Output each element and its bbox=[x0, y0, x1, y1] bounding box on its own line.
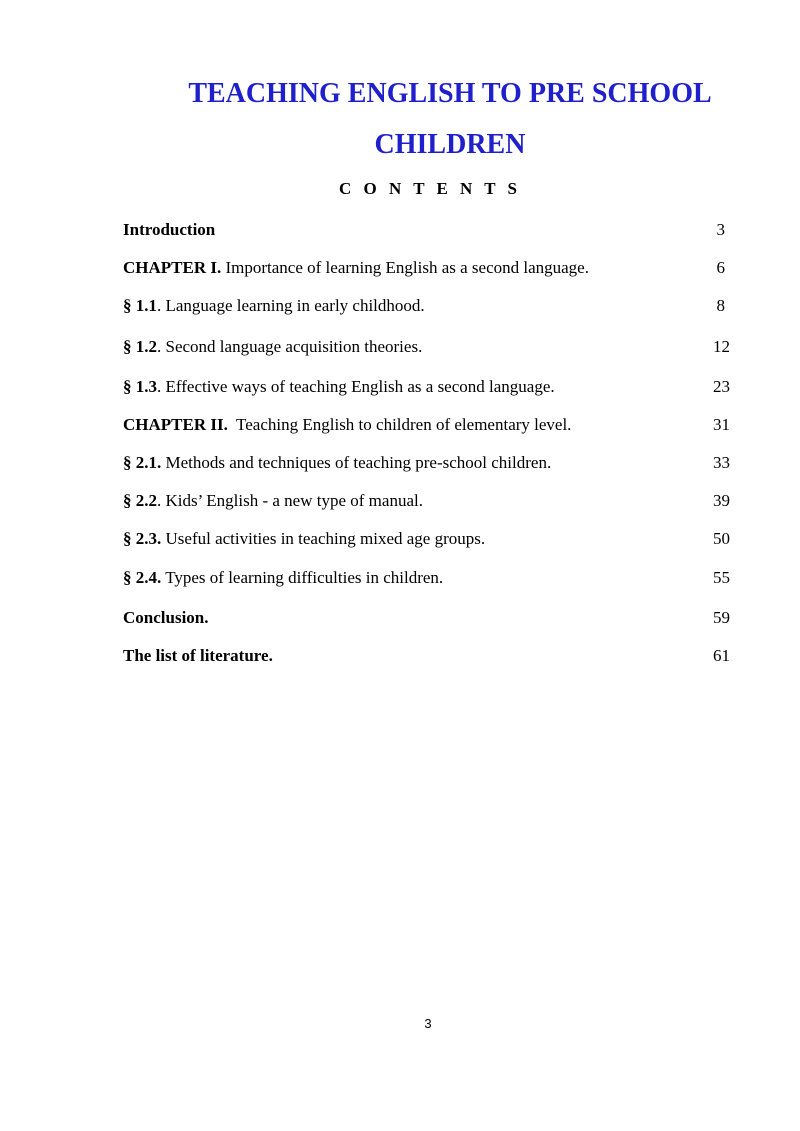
toc-entry-page: 31 bbox=[713, 415, 730, 434]
toc-entry-text: . Language learning in early childhood. bbox=[157, 296, 425, 315]
contents-heading: C O N T E N T S bbox=[338, 179, 522, 198]
toc-entry-text: Teaching English to children of elementary level. bbox=[227, 415, 572, 434]
toc-entry-label: Introduction bbox=[123, 220, 216, 239]
toc-entry-label: § 2.3. bbox=[123, 529, 162, 548]
toc-entry-chapter-2 bbox=[123, 414, 730, 436]
toc-entry-section-2-2 bbox=[123, 490, 730, 512]
toc-entry-page: 55 bbox=[713, 568, 730, 587]
toc-entry-page: 3 bbox=[716, 220, 725, 239]
page-number: 3 bbox=[424, 1016, 432, 1031]
toc-entry-label: Conclusion. bbox=[123, 608, 209, 627]
toc-entry-chapter-1 bbox=[123, 257, 730, 279]
toc-entry-text: Useful activities in teaching mixed age groups. bbox=[161, 529, 486, 548]
toc-entry-label: The list of literature. bbox=[123, 646, 273, 665]
toc-entry-label: § 1.3 bbox=[123, 377, 157, 396]
toc-entry-page: 8 bbox=[716, 296, 725, 315]
toc-entry-text: . Second language acquisition theories. bbox=[157, 337, 423, 356]
toc-entry-text: . Effective ways of teaching English as a second language. bbox=[157, 377, 555, 396]
toc-entry-text: Importance of learning English as a second language. bbox=[221, 258, 589, 277]
toc-entry-page: 33 bbox=[713, 453, 730, 472]
toc-entry-text: Methods and techniques of teaching pre-school children. bbox=[161, 453, 552, 472]
toc-entry-page: 59 bbox=[713, 608, 730, 627]
toc-entry-section-1-1 bbox=[123, 295, 730, 317]
toc-entry-label: § 2.4. bbox=[123, 568, 162, 587]
toc-entry-section-2-4 bbox=[123, 567, 730, 589]
toc-entry-section-2-1 bbox=[123, 452, 730, 474]
toc-entry-label: CHAPTER II. bbox=[123, 415, 228, 434]
toc-entry-page: 12 bbox=[713, 337, 730, 356]
toc-entry-label: § 1.2 bbox=[123, 337, 157, 356]
toc-entry-introduction bbox=[123, 219, 730, 241]
toc-entry-section-1-2 bbox=[123, 336, 730, 358]
toc-entry-label: CHAPTER I. bbox=[123, 258, 222, 277]
toc-entry-literature bbox=[123, 645, 730, 667]
toc-entry-page: 6 bbox=[716, 258, 725, 277]
toc-entry-page: 23 bbox=[713, 377, 730, 396]
document-title-line-1: TEACHING ENGLISH TO PRE SCHOOL bbox=[188, 78, 712, 109]
toc-entry-label: § 2.2 bbox=[123, 491, 157, 510]
toc-entry-page: 50 bbox=[713, 529, 730, 548]
toc-entry-text: . Kids’ English - a new type of manual. bbox=[157, 491, 423, 510]
toc-entry-page: 61 bbox=[713, 646, 730, 665]
toc-entry-conclusion bbox=[123, 607, 730, 629]
toc-entry-page: 39 bbox=[713, 491, 730, 510]
toc-entry-section-2-3 bbox=[123, 528, 730, 550]
toc-entry-label: § 1.1 bbox=[123, 296, 157, 315]
document-title-line-2: CHILDREN bbox=[374, 129, 526, 160]
toc-entry-text: Types of learning difficulties in children. bbox=[161, 568, 444, 587]
toc-entry-section-1-3 bbox=[123, 376, 730, 398]
toc-entry-label: § 2.1. bbox=[123, 453, 162, 472]
